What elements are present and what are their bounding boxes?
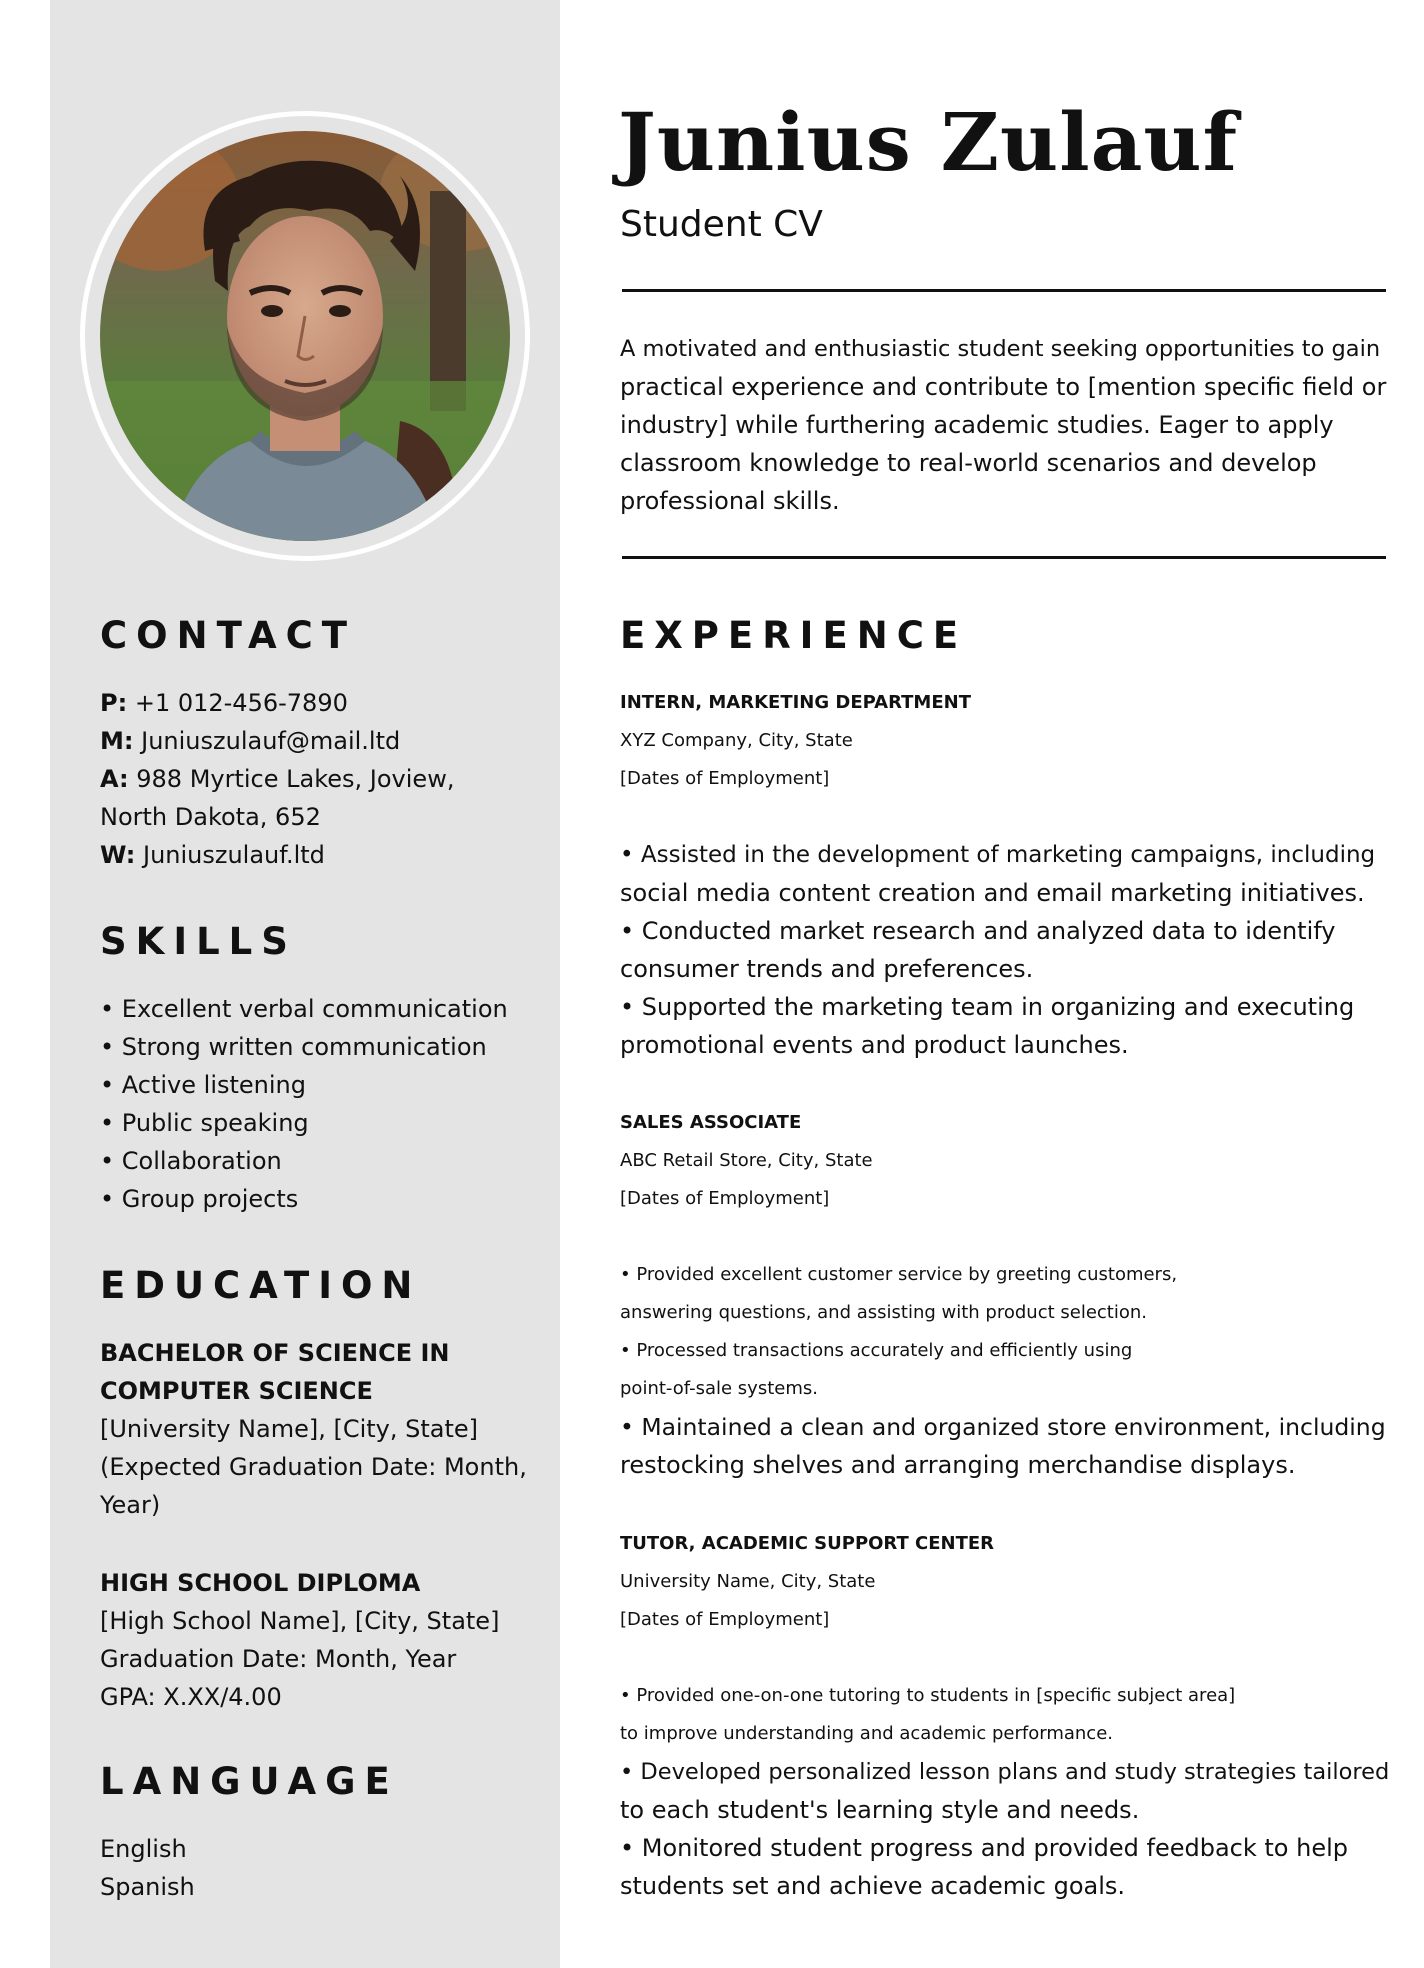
contact-address bbox=[100, 760, 454, 798]
degree-1-title-line: BACHELOR OF SCIENCE IN bbox=[100, 1339, 450, 1367]
job-dates: [Dates of Employment] bbox=[620, 768, 830, 789]
job-dates: [Dates of Employment] bbox=[620, 1188, 830, 1209]
job-bullet-line: restocking shelves and arranging merchandise displays. bbox=[620, 1451, 1296, 1479]
job-bullet-line: students set and achieve academic goals. bbox=[620, 1872, 1126, 1900]
address-label: A: bbox=[100, 765, 129, 793]
portrait-image bbox=[100, 131, 510, 541]
summary-line: industry] while furthering academic studies. Eager to apply bbox=[620, 411, 1334, 439]
degree-2-title: HIGH SCHOOL DIPLOMA bbox=[100, 1569, 421, 1597]
language-item: Spanish bbox=[100, 1873, 195, 1901]
job-company: ABC Retail Store, City, State bbox=[620, 1150, 873, 1171]
job-bullet-line: consumer trends and preferences. bbox=[620, 955, 1034, 983]
job-bullet-line: • Monitored student progress and provided feedback to help bbox=[620, 1834, 1348, 1862]
job-company: XYZ Company, City, State bbox=[620, 730, 853, 751]
job-role: INTERN, MARKETING DEPARTMENT bbox=[620, 692, 971, 713]
skills-heading: SKILLS bbox=[100, 920, 297, 963]
job-bullet-line: • Assisted in the development of marketing campaigns, including bbox=[620, 842, 1376, 868]
job-bullet-line: answering questions, and assisting with product selection. bbox=[620, 1302, 1148, 1323]
contact-web bbox=[100, 836, 454, 874]
address-line-2: North Dakota, 652 bbox=[100, 803, 321, 831]
degree-1-detail: (Expected Graduation Date: Month, bbox=[100, 1453, 527, 1481]
language-heading: LANGUAGE bbox=[100, 1760, 399, 1803]
job-entry bbox=[620, 1525, 1389, 1905]
summary-line: A motivated and enthusiastic student seeking opportunities to gain bbox=[620, 336, 1381, 362]
skill-item: • Public speaking bbox=[100, 1109, 309, 1137]
degree-2-detail: Graduation Date: Month, Year bbox=[100, 1645, 457, 1673]
education-degree-1 bbox=[100, 1334, 527, 1524]
profile-photo bbox=[100, 131, 510, 541]
summary bbox=[620, 330, 1386, 520]
skill-item: • Strong written communication bbox=[100, 1033, 487, 1061]
job-bullet-line: social media content creation and email marketing initiatives. bbox=[620, 879, 1365, 907]
web-value: Juniuszulauf.ltd bbox=[142, 841, 325, 869]
job-bullet-line: to each student's learning style and needs. bbox=[620, 1796, 1140, 1824]
skill-item: • Collaboration bbox=[100, 1147, 282, 1175]
job-bullet-line: • Provided excellent customer service by greeting customers, bbox=[620, 1264, 1178, 1285]
degree-1-detail: Year) bbox=[100, 1491, 161, 1519]
degree-2-detail: GPA: X.XX/4.00 bbox=[100, 1683, 282, 1711]
job-dates: [Dates of Employment] bbox=[620, 1609, 830, 1630]
phone-value: +1 012-456-7890 bbox=[134, 689, 348, 717]
candidate-name: Junius Zulauf bbox=[618, 95, 1238, 189]
job-company: University Name, City, State bbox=[620, 1571, 876, 1592]
divider-top bbox=[622, 289, 1386, 292]
spacer bbox=[620, 798, 1375, 836]
skill-item: • Group projects bbox=[100, 1185, 299, 1213]
spacer bbox=[620, 1639, 1389, 1677]
job-bullet-line: to improve understanding and academic performance. bbox=[620, 1723, 1113, 1744]
job-bullet-line: point-of-sale systems. bbox=[620, 1378, 818, 1399]
address-line-1: 988 Myrtice Lakes, Joview, bbox=[136, 765, 455, 793]
degree-1-title-line: COMPUTER SCIENCE bbox=[100, 1377, 373, 1405]
job-bullet-line: • Developed personalized lesson plans and study strategies tailored bbox=[620, 1759, 1390, 1785]
job-bullet-line: • Processed transactions accurately and efficiently using bbox=[620, 1340, 1133, 1361]
skills-list bbox=[100, 990, 508, 1218]
web-label: W: bbox=[100, 841, 136, 869]
summary-line: practical experience and contribute to [mention specific field or bbox=[620, 373, 1387, 401]
language-item: English bbox=[100, 1835, 187, 1863]
spacer bbox=[620, 1218, 1386, 1256]
job-bullet-line: • Provided one-on-one tutoring to students in [specific subject area] bbox=[620, 1685, 1236, 1706]
job-entry bbox=[620, 684, 1375, 1064]
contact-list bbox=[100, 684, 454, 874]
job-bullet-line: promotional events and product launches. bbox=[620, 1031, 1129, 1059]
summary-line: classroom knowledge to real-world scenarios and develop bbox=[620, 449, 1317, 477]
job-bullet-line: • Supported the marketing team in organizing and executing bbox=[620, 993, 1355, 1021]
contact-heading: CONTACT bbox=[100, 614, 356, 657]
job-bullet-line: • Maintained a clean and organized store environment, including bbox=[620, 1413, 1386, 1441]
skill-item: • Active listening bbox=[100, 1071, 306, 1099]
phone-label: P: bbox=[100, 689, 128, 717]
divider-bottom bbox=[622, 556, 1386, 559]
education-degree-2 bbox=[100, 1564, 499, 1716]
summary-line: professional skills. bbox=[620, 487, 840, 515]
email-label: M: bbox=[100, 727, 134, 755]
email-value: Juniuszulauf@mail.ltd bbox=[141, 727, 401, 755]
degree-1-detail: [University Name], [City, State] bbox=[100, 1415, 479, 1443]
document-subtitle: Student CV bbox=[620, 204, 823, 245]
contact-phone bbox=[100, 684, 454, 722]
degree-2-detail: [High School Name], [City, State] bbox=[100, 1607, 500, 1635]
job-entry bbox=[620, 1104, 1386, 1484]
job-bullet-line: • Conducted market research and analyzed data to identify bbox=[620, 917, 1336, 945]
contact-email bbox=[100, 722, 454, 760]
job-role: SALES ASSOCIATE bbox=[620, 1112, 802, 1133]
experience-heading: EXPERIENCE bbox=[620, 614, 968, 657]
job-role: TUTOR, ACADEMIC SUPPORT CENTER bbox=[620, 1533, 995, 1554]
education-heading: EDUCATION bbox=[100, 1264, 422, 1307]
language-list bbox=[100, 1830, 195, 1906]
skill-item: • Excellent verbal communication bbox=[100, 995, 508, 1023]
